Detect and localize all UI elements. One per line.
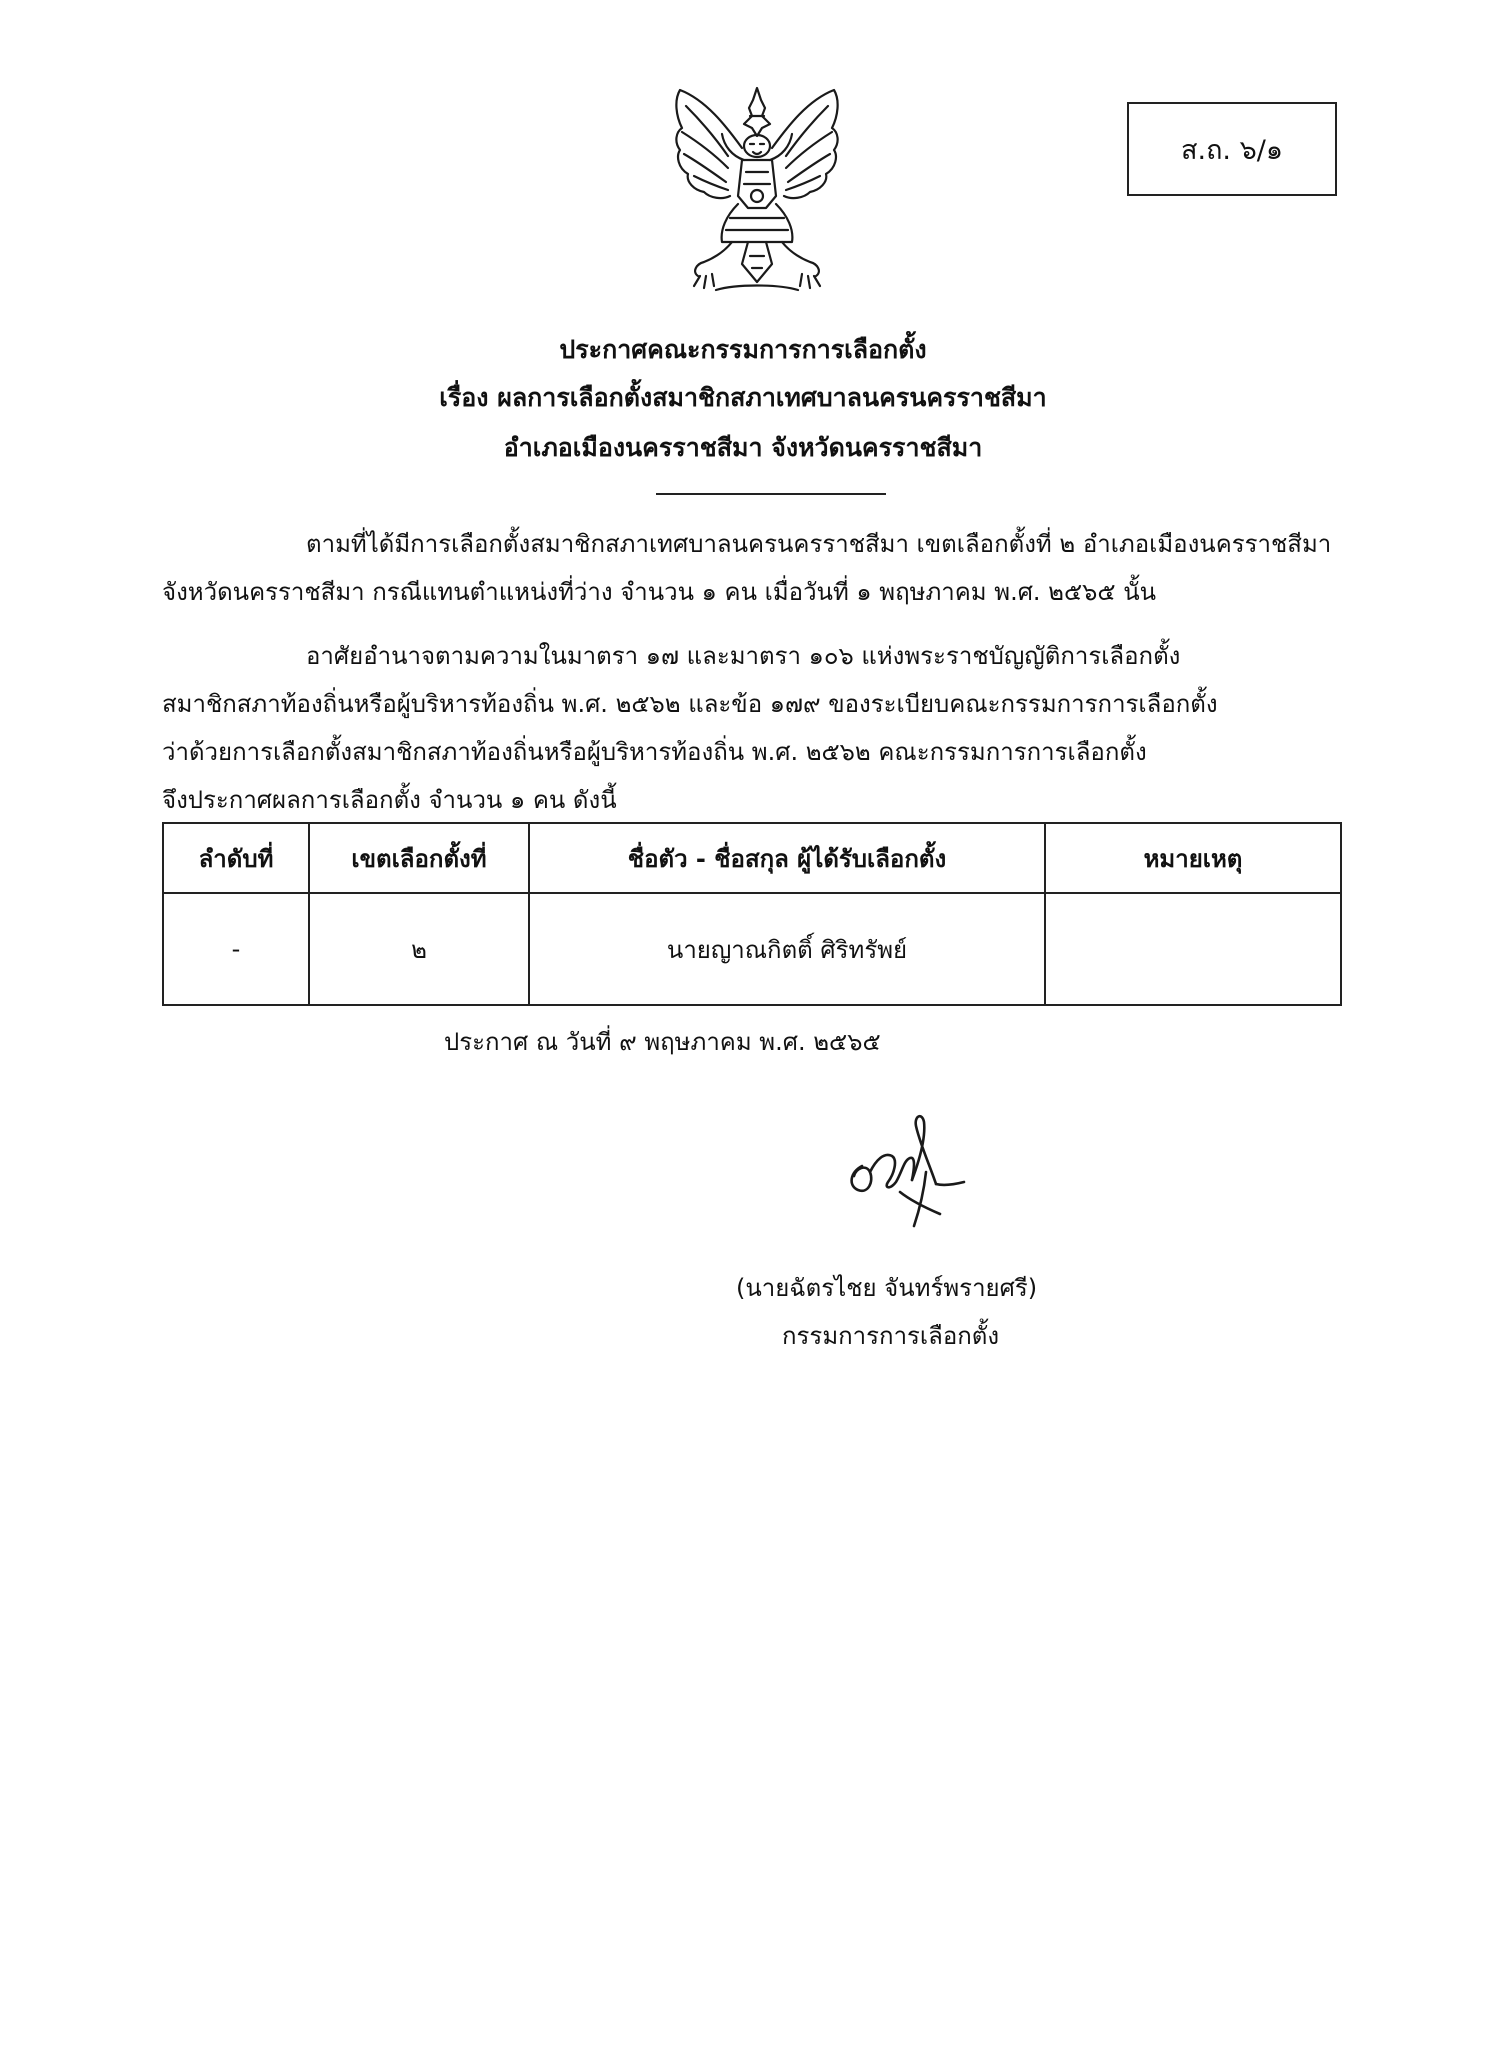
table-row (163, 893, 1341, 1005)
cell-order: - (163, 893, 309, 1005)
announcement-date: ประกาศ ณ วันที่ ๙ พฤษภาคม พ.ศ. ๒๕๖๕ (444, 1028, 881, 1056)
paragraph-2-line-1: อาศัยอำนาจตามความในมาตรา ๑๗ และมาตรา ๑๐๖ แห่งพระราชบัญญัติการเลือกตั้ง (306, 642, 1181, 670)
table-header-row (163, 823, 1341, 893)
col-header-remark: หมายเหตุ (1045, 823, 1341, 893)
cell-name: นายญาณกิตติ์ ศิริทรัพย์ (529, 893, 1045, 1005)
announcement-subject: เรื่อง ผลการเลือกตั้งสมาชิกสภาเทศบาลนครนครราชสีมา (439, 383, 1047, 412)
col-header-name: ชื่อตัว - ชื่อสกุล ผู้ได้รับเลือกตั้ง (529, 823, 1045, 893)
handwritten-signature (840, 1110, 970, 1230)
announcement-title: ประกาศคณะกรรมการการเลือกตั้ง (559, 335, 927, 364)
paragraph-2-line-3: ว่าด้วยการเลือกตั้งสมาชิกสภาท้องถิ่นหรือผู้บริหารท้องถิ่น พ.ศ. ๒๕๖๒ คณะกรรมการการเลือกตั้ง (162, 738, 1147, 766)
election-results-table (162, 822, 1342, 1006)
paragraph-1-line-1: ตามที่ได้มีการเลือกตั้งสมาชิกสภาเทศบาลนครนครราชสีมา เขตเลือกตั้งที่ ๒ อำเภอเมืองนครราชสีมา (306, 530, 1332, 558)
cell-remark (1045, 893, 1341, 1005)
announcement-district: อำเภอเมืองนครราชสีมา จังหวัดนครราชสีมา (503, 433, 983, 462)
col-header-order: ลำดับที่ (163, 823, 309, 893)
form-code: ส.ถ. ๖/๑ (1181, 134, 1283, 166)
signatory-name: (นายฉัตรไชย จันทร์พรายศรี) (736, 1274, 1038, 1302)
paragraph-2-line-4: จึงประกาศผลการเลือกตั้ง จำนวน ๑ คน ดังนี้ (162, 786, 617, 814)
paragraph-2-line-2: สมาชิกสภาท้องถิ่นหรือผู้บริหารท้องถิ่น พ.ศ. ๒๕๖๒ และข้อ ๑๗๙ ของระเบียบคณะกรรมการการเลือกตั้ง (162, 690, 1218, 718)
paragraph-1-line-2: จังหวัดนครราชสีมา กรณีแทนตำแหน่งที่ว่าง จำนวน ๑ คน เมื่อวันที่ ๑ พฤษภาคม พ.ศ. ๒๕๖๕ นั้น (162, 578, 1157, 606)
col-header-district: เขตเลือกตั้งที่ (309, 823, 529, 893)
title-divider (656, 493, 886, 495)
signatory-position: กรรมการการเลือกตั้ง (782, 1322, 1000, 1350)
garuda-emblem-icon (666, 86, 848, 296)
form-code-box (1127, 102, 1337, 196)
cell-district: ๒ (309, 893, 529, 1005)
